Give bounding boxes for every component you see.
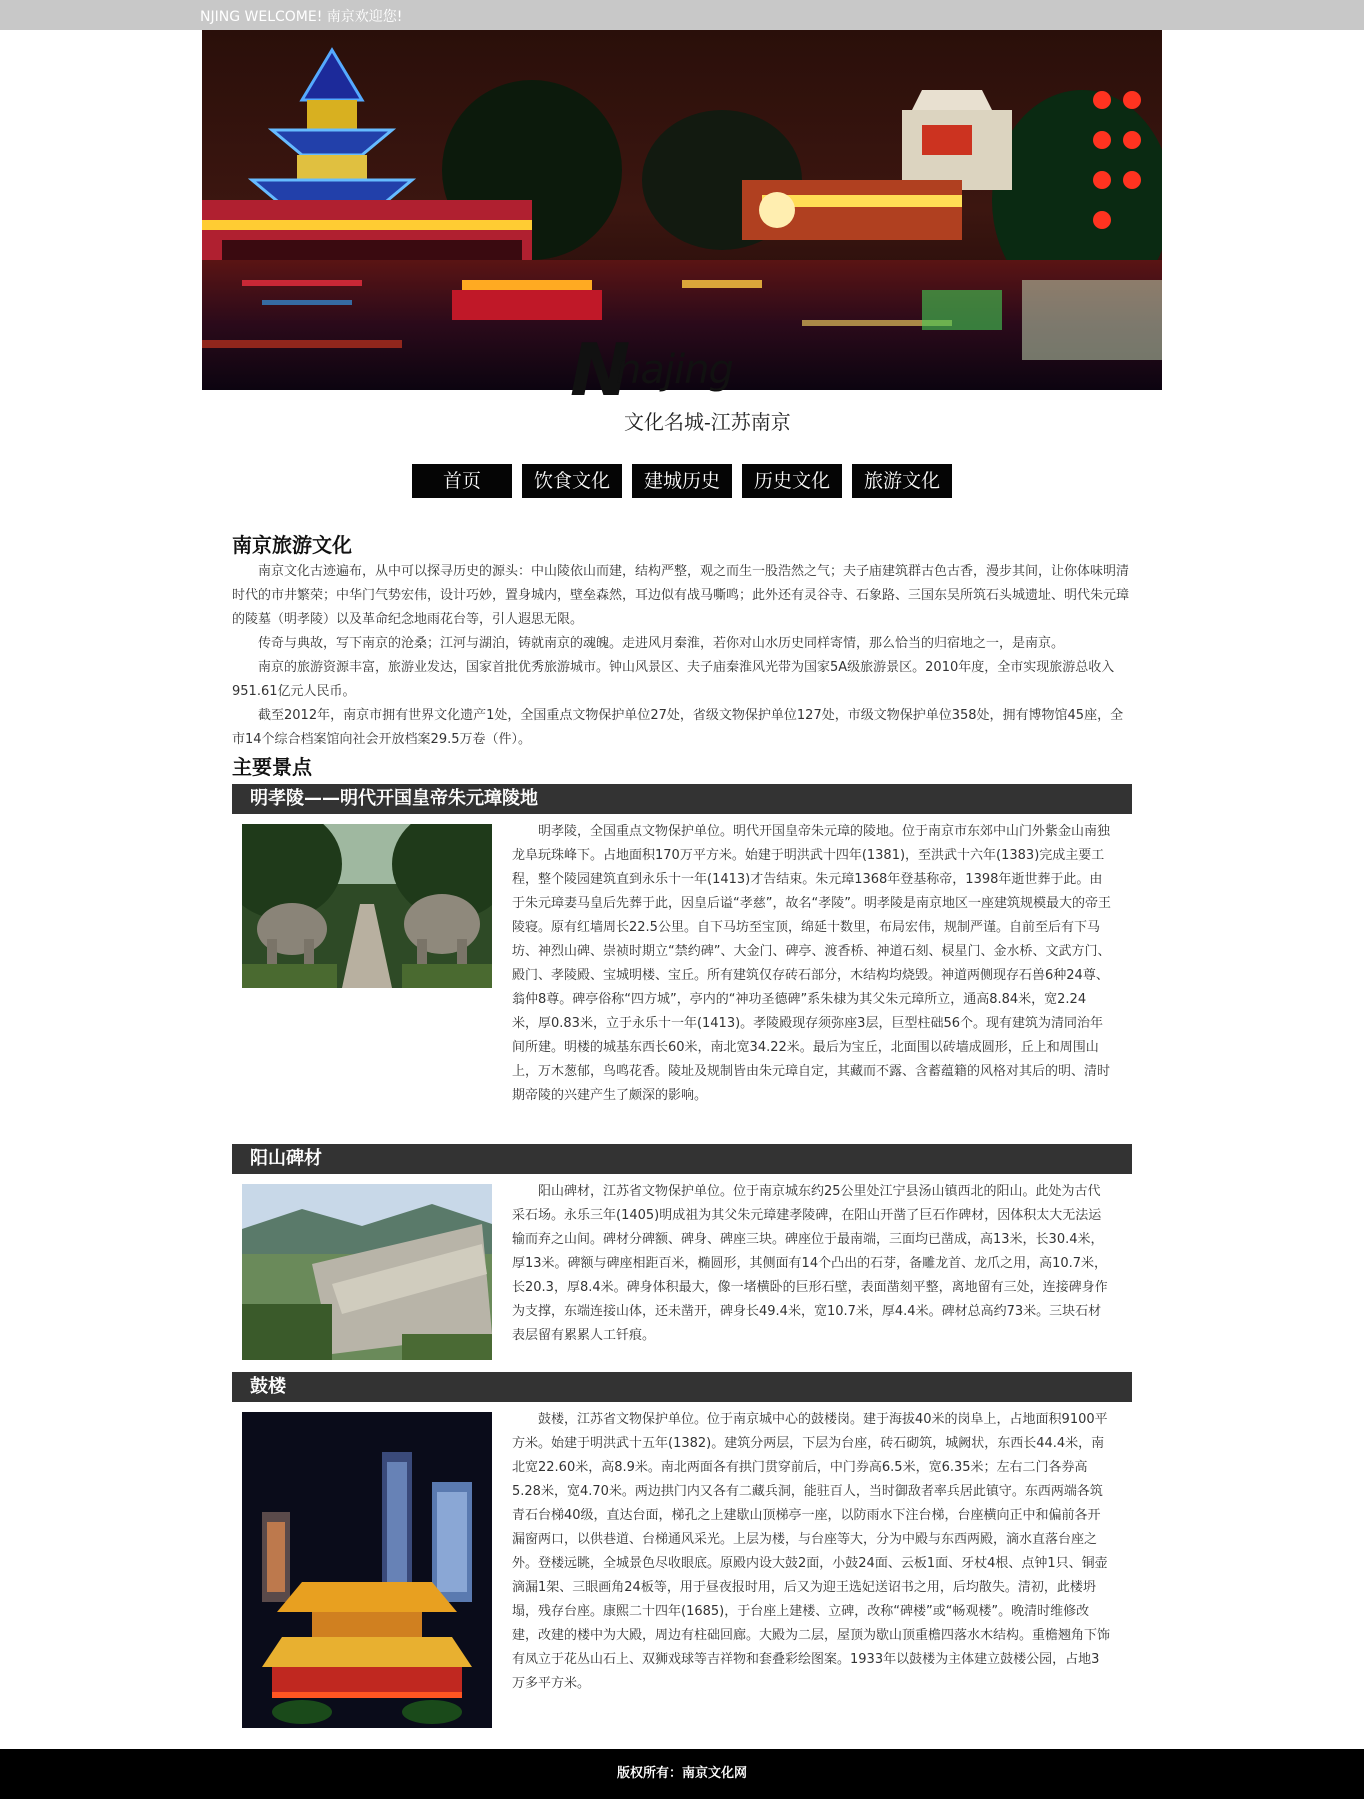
logo-subtitle: 文化名城-江苏南京 xyxy=(624,410,791,434)
spot-gulou xyxy=(232,1402,1132,1732)
intro-paragraph-3: 南京的旅游资源丰富，旅游业发达，国家首批优秀旅游城市。钟山风景区、夫子庙秦淮风光带为国家5A级旅游景区。2010年度，全市实现旅游总收入951.61亿元人民币。 xyxy=(232,660,1115,699)
gulou-description: 鼓楼，江苏省文物保护单位。位于南京城中心的鼓楼岗。建于海拔40米的岗阜上，占地面积9100平方米。始建于明洪武十五年(1382)。建筑分两层，下层为台座，砖石砌筑，城阙状，东西长44.4米，南北宽22.60米，高8.9米。南北两面各有拱门贯穿前后，中门券高6.5米，宽6.35米；左右二门各券高5.28米，宽4.70米。两边拱门内又各有二藏兵洞，能驻百人，当时御敌者率兵居此镇守。东西两端各筑青石台梯40级，直达台面，梯孔之上建歇山顶梯亭一座，以防雨水下注台梯，台座横向正中和偏前各开漏窗两口，以供巷道、台梯通风采光。上层为楼，与台座等大，分为中殿与东西两殿，滴水直落台座之外。登楼远眺，全城景色尽收眼底。原殿内设大鼓2面，小鼓24面、云板1面、牙杖4根、点钟1只、铜壶滴漏1架、三眼画角24板等，用于昼夜报时用，后又为迎王选妃送诏书之用，后均散失。清初，此楼坍塌，残存台座。康熙二十四年(1685)，于台座上建楼、立碑，改称“碑楼”或“畅观楼”。晚清时维修改建，改建的楼中为大殿，周边有柱础回廊。大殿为二层，屋顶为歇山顶重檐四落水木结构。重檐翘角下饰有凤立于花丛山石上、双狮戏球等吉祥物和套叠彩绘图案。1933年以鼓楼为主体建立鼓楼公园，占地3万多平方米。 xyxy=(512,1412,1111,1691)
spot-yangshan xyxy=(232,1174,1132,1370)
intro-paragraph-2: 传奇与典故，写下南京的沧桑；江河与湖泊，铸就南京的魂魄。走进风月秦淮，若你对山水历史同样寄情，那么恰当的归宿地之一，是南京。 xyxy=(258,636,1065,651)
logo-wordmark: najing xyxy=(616,347,733,393)
intro-paragraph-1: 南京文化古迹遍布，从中可以探寻历史的源头：中山陵依山而建，结构严整，观之而生一股浩然之气；夫子庙建筑群古色古香，漫步其间，让你体味明清时代的市井繁荣；中华门气势宏伟，设计巧妙，置身城内，壁垒森然，耳边似有战马嘶鸣；此外还有灵谷寺、石象路、三国东吴所筑石头城遗址、明代朱元璋的陵墓（明孝陵）以及革命纪念地雨花台等，引人遐思无限。 xyxy=(232,564,1130,627)
mingxiaoling-description: 明孝陵，全国重点文物保护单位。明代开国皇帝朱元璋的陵地。位于南京市东郊中山门外紫金山南独龙阜玩珠峰下。占地面积170万平方米。始建于明洪武十四年(1381)，至洪武十六年(1383)完成主要工程，整个陵园建筑直到永乐十一年(1413)才告结束。朱元璋1368年登基称帝，1398年逝世葬于此。由于朱元璋妻马皇后先葬于此，因皇后谥“孝慈”，故名“孝陵”。明孝陵是南京地区一座建筑规模最大的帝王陵寝。原有红墙周长22.5公里。自下马坊至宝顶，绵延十数里，布局宏伟，规制严谨。自前至后有下马坊、神烈山碑、崇祯时期立“禁约碑”、大金门、碑亭、渡香桥、神道石刻、棂星门、金水桥、文武方门、殿门、孝陵殿、宝城明楼、宝丘。所有建筑仅存砖石部分，木结构均烧毁。神道两侧现存石兽6种24尊、翁仲8尊。碑亭俗称“四方城”，亭内的“神功圣德碑”系朱棣为其父朱元璋所立，通高8.84米，宽2.24米，厚0.83米，立于永乐十一年(1413)。孝陵殿现存须弥座3层，巨型柱础56个。现有建筑为清同治年间所建。明楼的城基东西长60米，南北宽34.22米。最后为宝丘，北面围以砖墙成圆形，丘上和周围山上，万木葱郁，鸟鸣花香。陵址及规制皆由朱元璋自定，其藏而不露、含蓄蕴籍的风格对其后的明、清时期帝陵的兴建产生了颇深的影响。 xyxy=(512,824,1111,1103)
gulou-photo xyxy=(242,1412,492,1732)
mingxiaoling-photo xyxy=(242,824,492,992)
spot-title-yangshan: 阳山碑材 xyxy=(232,1144,1132,1174)
nav-food-culture[interactable]: 饮食文化 xyxy=(522,464,622,498)
spots-title: 主要景点 xyxy=(232,755,312,779)
spot-title-mingxiaoling: 明孝陵——明代开国皇帝朱元璋陵地 xyxy=(232,784,1132,814)
intro-paragraph-4: 截至2012年，南京市拥有世界文化遗产1处，全国重点文物保护单位27处，省级文物保护单位127处，市级文物保护单位358处，拥有博物馆45座，全市14个综合档案馆向社会开放档案29.5万卷（件）。 xyxy=(232,708,1124,747)
nav-home[interactable]: 首页 xyxy=(412,464,512,498)
welcome-marquee: NJING WELCOME! 南京欢迎您! xyxy=(200,9,403,25)
nav-city-history[interactable]: 建城历史 xyxy=(632,464,732,498)
page-title: 南京旅游文化 xyxy=(232,533,352,557)
copyright-text: 版权所有：南京文化网 xyxy=(616,1766,747,1781)
spot-mingxiaoling xyxy=(232,814,1132,1142)
logo-initial: N xyxy=(570,328,631,412)
nav-history-culture[interactable]: 历史文化 xyxy=(742,464,842,498)
site-logo xyxy=(570,328,810,436)
yangshan-description: 阳山碑材，江苏省文物保护单位。位于南京城东约25公里处江宁县汤山镇西北的阳山。此处为古代采石场。永乐三年(1405)明成祖为其父朱元璋建孝陵碑，在阳山开凿了巨石作碑材，因体积太大无法运输而弃之山间。碑材分碑额、碑身、碑座三块。碑座位于最南端，三面均已凿成，高13米，长30.4米，厚13米。碑额与碑座相距百米，椭圆形，其侧面有14个凸出的石芽，备雕龙首、龙爪之用，高10.7米，长20.3，厚8.4米。碑身体积最大，像一堵横卧的巨形石壁，表面凿刻平整，离地留有三处，连接碑身作为支撑，东端连接山体，还未凿开，碑身长49.4米，宽10.7米，厚4.4米。碑材总高约73米。三块石材表层留有累累人工钎痕。 xyxy=(512,1184,1108,1343)
yangshan-photo xyxy=(242,1184,492,1364)
footer xyxy=(0,1749,1364,1799)
spot-title-gulou: 鼓楼 xyxy=(232,1372,1132,1402)
welcome-bar xyxy=(0,0,1364,30)
main-nav xyxy=(412,464,952,498)
main-content xyxy=(232,530,1132,1732)
nav-travel-culture[interactable]: 旅游文化 xyxy=(852,464,952,500)
